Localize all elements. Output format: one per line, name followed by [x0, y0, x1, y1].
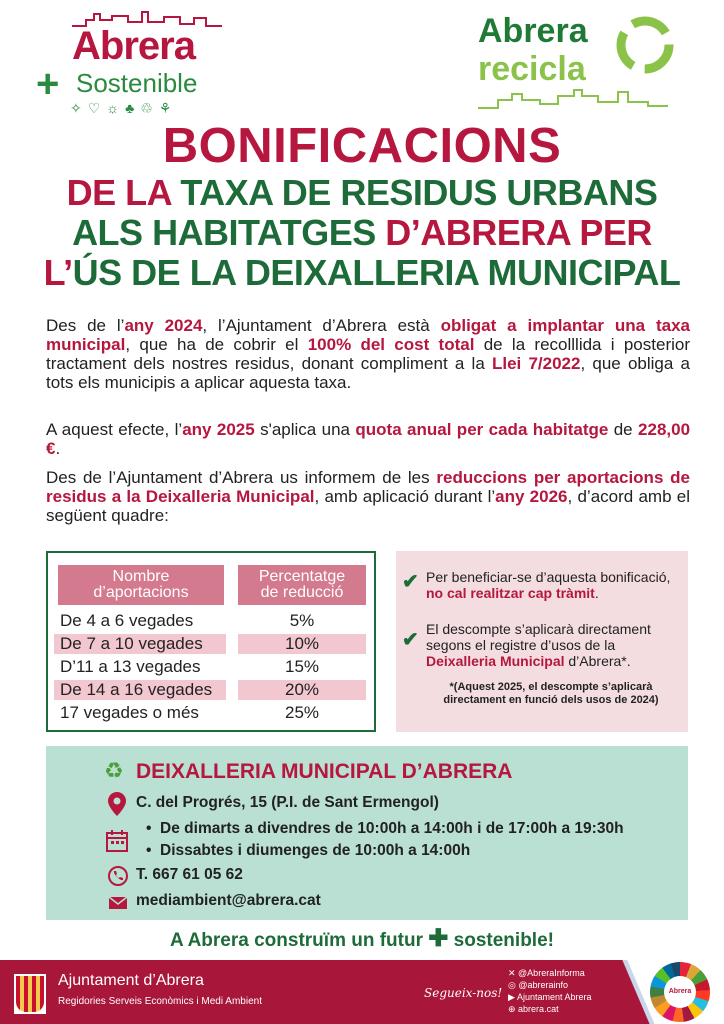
check-icon: ✔ — [402, 629, 419, 651]
table-row: De 7 a 10 vegades 10% — [54, 632, 370, 655]
footer-name: Ajuntament d’Abrera — [58, 972, 204, 989]
logo-left-name: Abrera — [72, 24, 195, 68]
check-icon: ✔ — [402, 571, 419, 593]
coat-of-arms-icon — [14, 974, 46, 1014]
info-item-1: Per beneficiar-se d’aquesta bonificació, no cal realitzar cap tràmit. — [426, 569, 671, 601]
info-item-2: El descompte s’aplicarà directament segons el registre d’usos de la Deixalleria Municipal d’Abrera*. — [426, 621, 651, 669]
plus-icon: ✚ — [428, 925, 449, 952]
reductions-paragraph: Des de l’Ajuntament d’Abrera us informem de les reduccions per aportacions de residus a la Deixalleria Municipal, amb aplicació durant l’any 2026, d’acord amb el següent quadre: — [46, 468, 691, 525]
deixalleria-phone: T. 667 61 05 62 — [136, 866, 243, 883]
calendar-icon — [106, 830, 128, 852]
intro-paragraph: Des de l’any 2024, l’Ajuntament d’Abrera està obligat a implantar una taxa municipal, que ha de cobrir el 100% del cost total de la recolllida i posterior tractament dels nostres residus, donant compliment a la Llei 7/2022, que obliga a tots els municipis a aplicar aquesta taxa. — [46, 316, 690, 392]
table-row: De 14 a 16 vegades 20% — [54, 678, 370, 701]
slogan: A Abrera construïm un futur ✚ sostenible! — [170, 925, 554, 952]
skyline-icon — [478, 86, 668, 110]
social-web[interactable]: ⊕ abrera.cat — [508, 1004, 559, 1014]
social-youtube[interactable]: ▶ Ajuntament Abrera — [508, 992, 592, 1002]
location-pin-icon — [108, 792, 126, 816]
email-icon — [108, 894, 128, 910]
recycle-ring-icon — [614, 14, 676, 76]
deixalleria-title: DEIXALLERIA MUNICIPAL D’ABRERA — [136, 760, 513, 783]
hours-weekend: • Dissabtes i diumenges de 10:00h a 14:00h — [146, 842, 471, 859]
footer-sub: Regidories Serveis Econòmics i Medi Ambient — [58, 996, 262, 1007]
social-twitter[interactable]: ✕ @AbreraInforma — [508, 968, 585, 978]
subtitle-line-1: DE LA TAXA DE RESIDUS URBANS — [66, 172, 658, 213]
phone-icon — [108, 866, 128, 886]
reduction-table — [46, 551, 376, 732]
info-box — [396, 551, 688, 732]
subtitle-line-3: L’ÚS DE LA DEIXALLERIA MUNICIPAL — [43, 252, 681, 293]
footer — [0, 960, 724, 1024]
table-row: De 4 a 6 vegades 5% — [60, 611, 315, 630]
plus-icon: + — [36, 62, 60, 106]
subtitle-line-2: ALS HABITATGES D’ABRERA PER — [72, 212, 652, 253]
table-header-contributions: Nombre d’aportacions — [58, 565, 224, 605]
main-title: BONIFICACIONS — [162, 119, 562, 173]
recycle-icon: ♻ — [104, 758, 124, 783]
social-instagram[interactable]: ◎ @abrerainfo — [508, 980, 569, 990]
follow-us: Segueix-nos! — [424, 986, 503, 1000]
hours-weekdays: • De dimarts a divendres de 10:00h a 14:00h i de 17:00h a 19:30h — [146, 820, 624, 837]
table-row: D’11 a 13 vegades 15% — [60, 657, 320, 676]
sustainability-icons: ✧♡☼♣♲⚘ — [70, 100, 178, 116]
deixalleria-email[interactable]: mediambient@abrera.cat — [136, 892, 321, 909]
table-row: 17 vegades o més 25% — [60, 703, 320, 722]
info-note: *(Aquest 2025, el descompte s’aplicarà directament en funció dels usos de 2024) — [443, 681, 659, 706]
sdg-label: Abrera — [664, 976, 696, 1008]
abrera-sostenible-logo — [36, 8, 236, 116]
logo-right-line1: Abrera — [478, 12, 588, 50]
table-header-percentage: Percentatge de reducció — [238, 565, 366, 605]
deixalleria-box — [46, 746, 688, 920]
logo-left-sub: Sostenible — [76, 68, 198, 98]
logo-right-line2: recicla — [478, 50, 586, 88]
quota-paragraph: A aquest efecte, l’any 2025 s'aplica una quota anual per cada habitatge de 228,00 €. — [46, 420, 691, 458]
abrera-recicla-logo — [474, 8, 694, 112]
deixalleria-address: C. del Progrés, 15 (P.I. de Sant Ermengol) — [136, 794, 439, 811]
